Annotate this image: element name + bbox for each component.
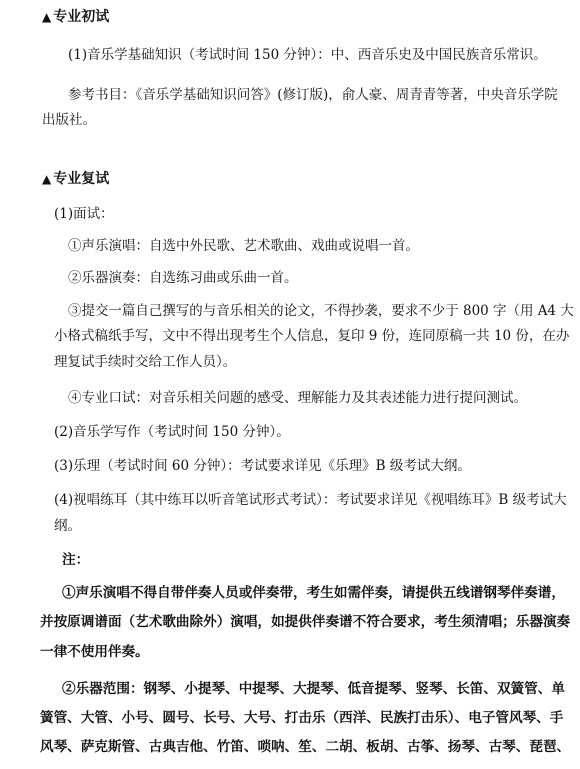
- interview-oral: ④专业口试：对音乐相关问题的感受、理解能力及其表述能力进行提问测试。: [68, 390, 527, 406]
- paragraph-music-theory: (3)乐理（考试时间 60 分钟）：考试要求详见《乐理》B 级考试大纲。: [54, 458, 471, 474]
- note-vocal-3: 一律不使用伴奏。: [40, 644, 149, 660]
- note-vocal-1: ①声乐演唱不得自带伴奏人员或伴奏带，考生如需伴奏，请提供五线谱钢琴伴奏谱，: [62, 585, 565, 601]
- interview-thesis-1: ③提交一篇自己撰写的与音乐相关的论文，不得抄袭，要求不少于 800 字（用 A4 大: [68, 303, 574, 319]
- note-label: 注：: [62, 552, 90, 568]
- triangle-icon: ▲: [42, 10, 52, 24]
- note-vocal-2: 并按原调谱面（艺术歌曲除外）演唱，如提供伴奏谱不符合要求，考生须清唱；乐器演奏: [40, 614, 571, 630]
- note-instruments-2: 簧管、大管、小号、圆号、长号、大号、打击乐（西洋、民族打击乐）、电子管风琴、手: [40, 710, 564, 726]
- note-instruments-3: 风琴、萨克斯管、古典吉他、竹笛、唢呐、笙、二胡、板胡、古筝、扬琴、古琴、琵琶、: [40, 739, 571, 755]
- interview-vocal: ①声乐演唱：自选中外民歌、艺术歌曲、戏曲或说唱一首。: [68, 238, 419, 254]
- paragraph-solfege-2: 纲。: [54, 518, 81, 534]
- section-heading-initial: ▲ 专业初试: [42, 9, 110, 25]
- note-instruments-1: ②乐器范围：钢琴、小提琴、中提琴、大提琴、低音提琴、竖琴、长笛、双簧管、单: [62, 681, 565, 697]
- paragraph-solfege-1: (4)视唱练耳（其中练耳以听音笔试形式考试）：考试要求详见《视唱练耳》B 级考试大: [54, 492, 567, 508]
- section-heading-retest: ▲ 专业复试: [42, 171, 110, 187]
- paragraph-reference-books-cont: 出版社。: [42, 112, 96, 128]
- interview-label: (1)面试：: [54, 206, 114, 222]
- paragraph-writing: (2)音乐学写作（考试时间 150 分钟）。: [54, 424, 290, 440]
- triangle-icon: ▲: [42, 172, 52, 186]
- paragraph-theory-basics: (1)音乐学基础知识（考试时间 150 分钟）：中、西音乐史及中国民族音乐常识。: [68, 47, 547, 63]
- interview-thesis-2: 小格式稿纸手写，文中不得出现考生个人信息，复印 9 份，连同原稿一共 10 份，在办: [54, 328, 570, 344]
- interview-thesis-3: 理复试手续时交给工作人员）。: [54, 354, 237, 370]
- interview-instrument: ②乐器演奏：自选练习曲或乐曲一首。: [68, 270, 298, 286]
- paragraph-reference-books: 参考书目：《音乐学基础知识问答》(修订版)，俞人豪、周青青等著，中央音乐学院: [68, 87, 558, 103]
